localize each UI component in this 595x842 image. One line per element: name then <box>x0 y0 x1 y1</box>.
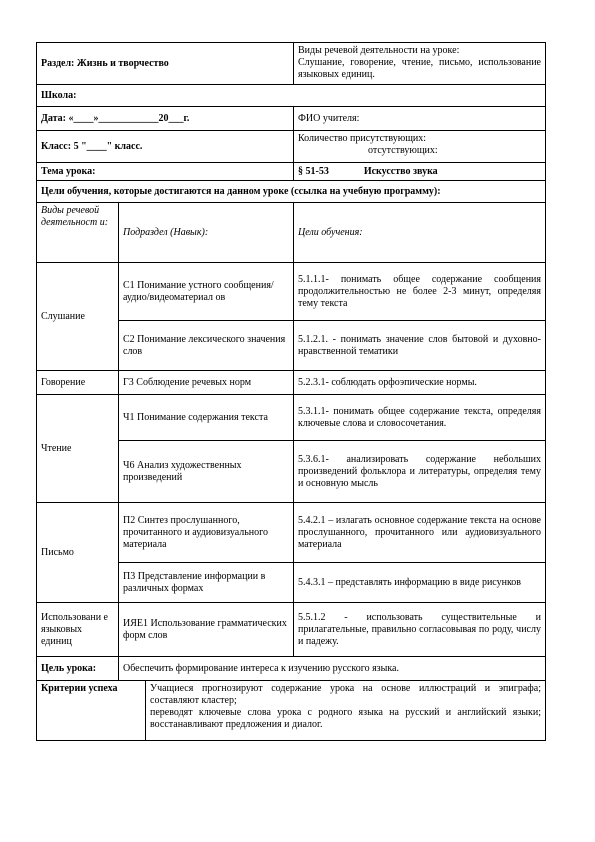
criteria-label: Критерии успеха <box>37 681 146 741</box>
col-subsection-header: Подраздел (Навык): <box>119 203 294 263</box>
activities-title: Виды речевой деятельности на уроке: <box>298 45 460 56</box>
lesson-goal-label: Цель урока: <box>37 657 119 681</box>
goals-heading: Цели обучения, которые достигаются на данном уроке (ссылка на учебную программу): <box>37 181 546 203</box>
goal-5-4-2-1: 5.4.2.1 – излагать основное содержание текста на основе прослушанного, прочитанного или аудиовизуального материала <box>294 503 546 563</box>
activities-cell <box>294 43 546 85</box>
subsection-p2: П2 Синтез прослушанного, прочитанного и аудиовизуального материала <box>119 503 294 563</box>
goal-5-4-3-1: 5.4.3.1 – представлять информацию в виде рисунков <box>294 563 546 603</box>
teacher-cell: ФИО учителя: <box>294 107 546 131</box>
absent-label: отсутствующих: <box>368 145 438 156</box>
lesson-plan <box>36 42 545 741</box>
subsection-ch1: Ч1 Понимание содержания текста <box>119 395 294 441</box>
goal-5-2-3-1: 5.2.3.1- соблюдать орфоэпические нормы. <box>294 371 546 395</box>
lesson-goal-text: Обеспечить формирование интереса к изучению русского языка. <box>119 657 546 681</box>
section-cell: Раздел: Жизнь и творчество <box>37 43 294 85</box>
criteria-cell <box>146 681 546 741</box>
activity-speaking: Говорение <box>37 371 119 395</box>
subsection-c1: С1 Понимание устного сообщения/аудио/видеоматериал ов <box>119 263 294 321</box>
goal-5-3-6-1: 5.3.6.1- анализировать содержание небольших произведений фольклора и литературы, определяя тему и основную мысль <box>294 441 546 503</box>
topic-paragraph: § 51-53 <box>298 165 329 177</box>
col-activity-header: Виды речевой деятельност и: <box>37 203 119 263</box>
activities-list: Слушание, говорение, чтение, письмо, использование языковых единиц. <box>298 57 541 80</box>
activity-language: Использовани е языковых единиц <box>37 603 119 657</box>
activity-reading: Чтение <box>37 395 119 503</box>
subsection-iye1: ИЯЕ1 Использование грамматических форм слов <box>119 603 294 657</box>
goal-5-5-1-2: 5.5.1.2 - использовать существительные и прилагательные, правильно согласовывая по роду, числу и падежу. <box>294 603 546 657</box>
topic-cell <box>294 163 546 181</box>
criteria-line-1: Учащиеся прогнозируют содержание урока на основе иллюстраций и эпиграфа; составляют кластер; <box>150 683 541 706</box>
class-cell: Класс: 5 "____" класс. <box>37 131 294 163</box>
date-cell: Дата: «____»____________20___г. <box>37 107 294 131</box>
attendance-cell <box>294 131 546 163</box>
topic-title: Искусство звука <box>363 165 438 177</box>
present-label: Количество присутствующих: <box>298 133 427 144</box>
subsection-g3: Г3 Соблюдение речевых норм <box>119 371 294 395</box>
topic-label: Тема урока: <box>37 163 294 181</box>
activity-writing: Письмо <box>37 503 119 603</box>
criteria-line-2: переводят ключевые слова урока с родного языка на русский и английский языки; восстанавливают предложения и диалог. <box>150 707 541 730</box>
col-goals-header: Цели обучения: <box>294 203 546 263</box>
goal-5-1-1-1: 5.1.1.1- понимать общее содержание сообщения продолжительностью не более 2-3 минут, определяя тему текста <box>294 263 546 321</box>
subsection-c2: С2 Понимание лексического значения слов <box>119 321 294 371</box>
goal-5-3-1-1: 5.3.1.1- понимать общее содержание текста, определяя ключевые слова и словосочетания. <box>294 395 546 441</box>
subsection-ch6: Ч6 Анализ художественных произведений <box>119 441 294 503</box>
activity-listening: Слушание <box>37 263 119 371</box>
subsection-p3: П3 Представление информации в различных формах <box>119 563 294 603</box>
school-cell: Школа: <box>37 85 546 107</box>
lesson-plan-table <box>36 42 546 741</box>
goal-5-1-2-1: 5.1.2.1. - понимать значение слов бытовой и духовно-нравственной тематики <box>294 321 546 371</box>
